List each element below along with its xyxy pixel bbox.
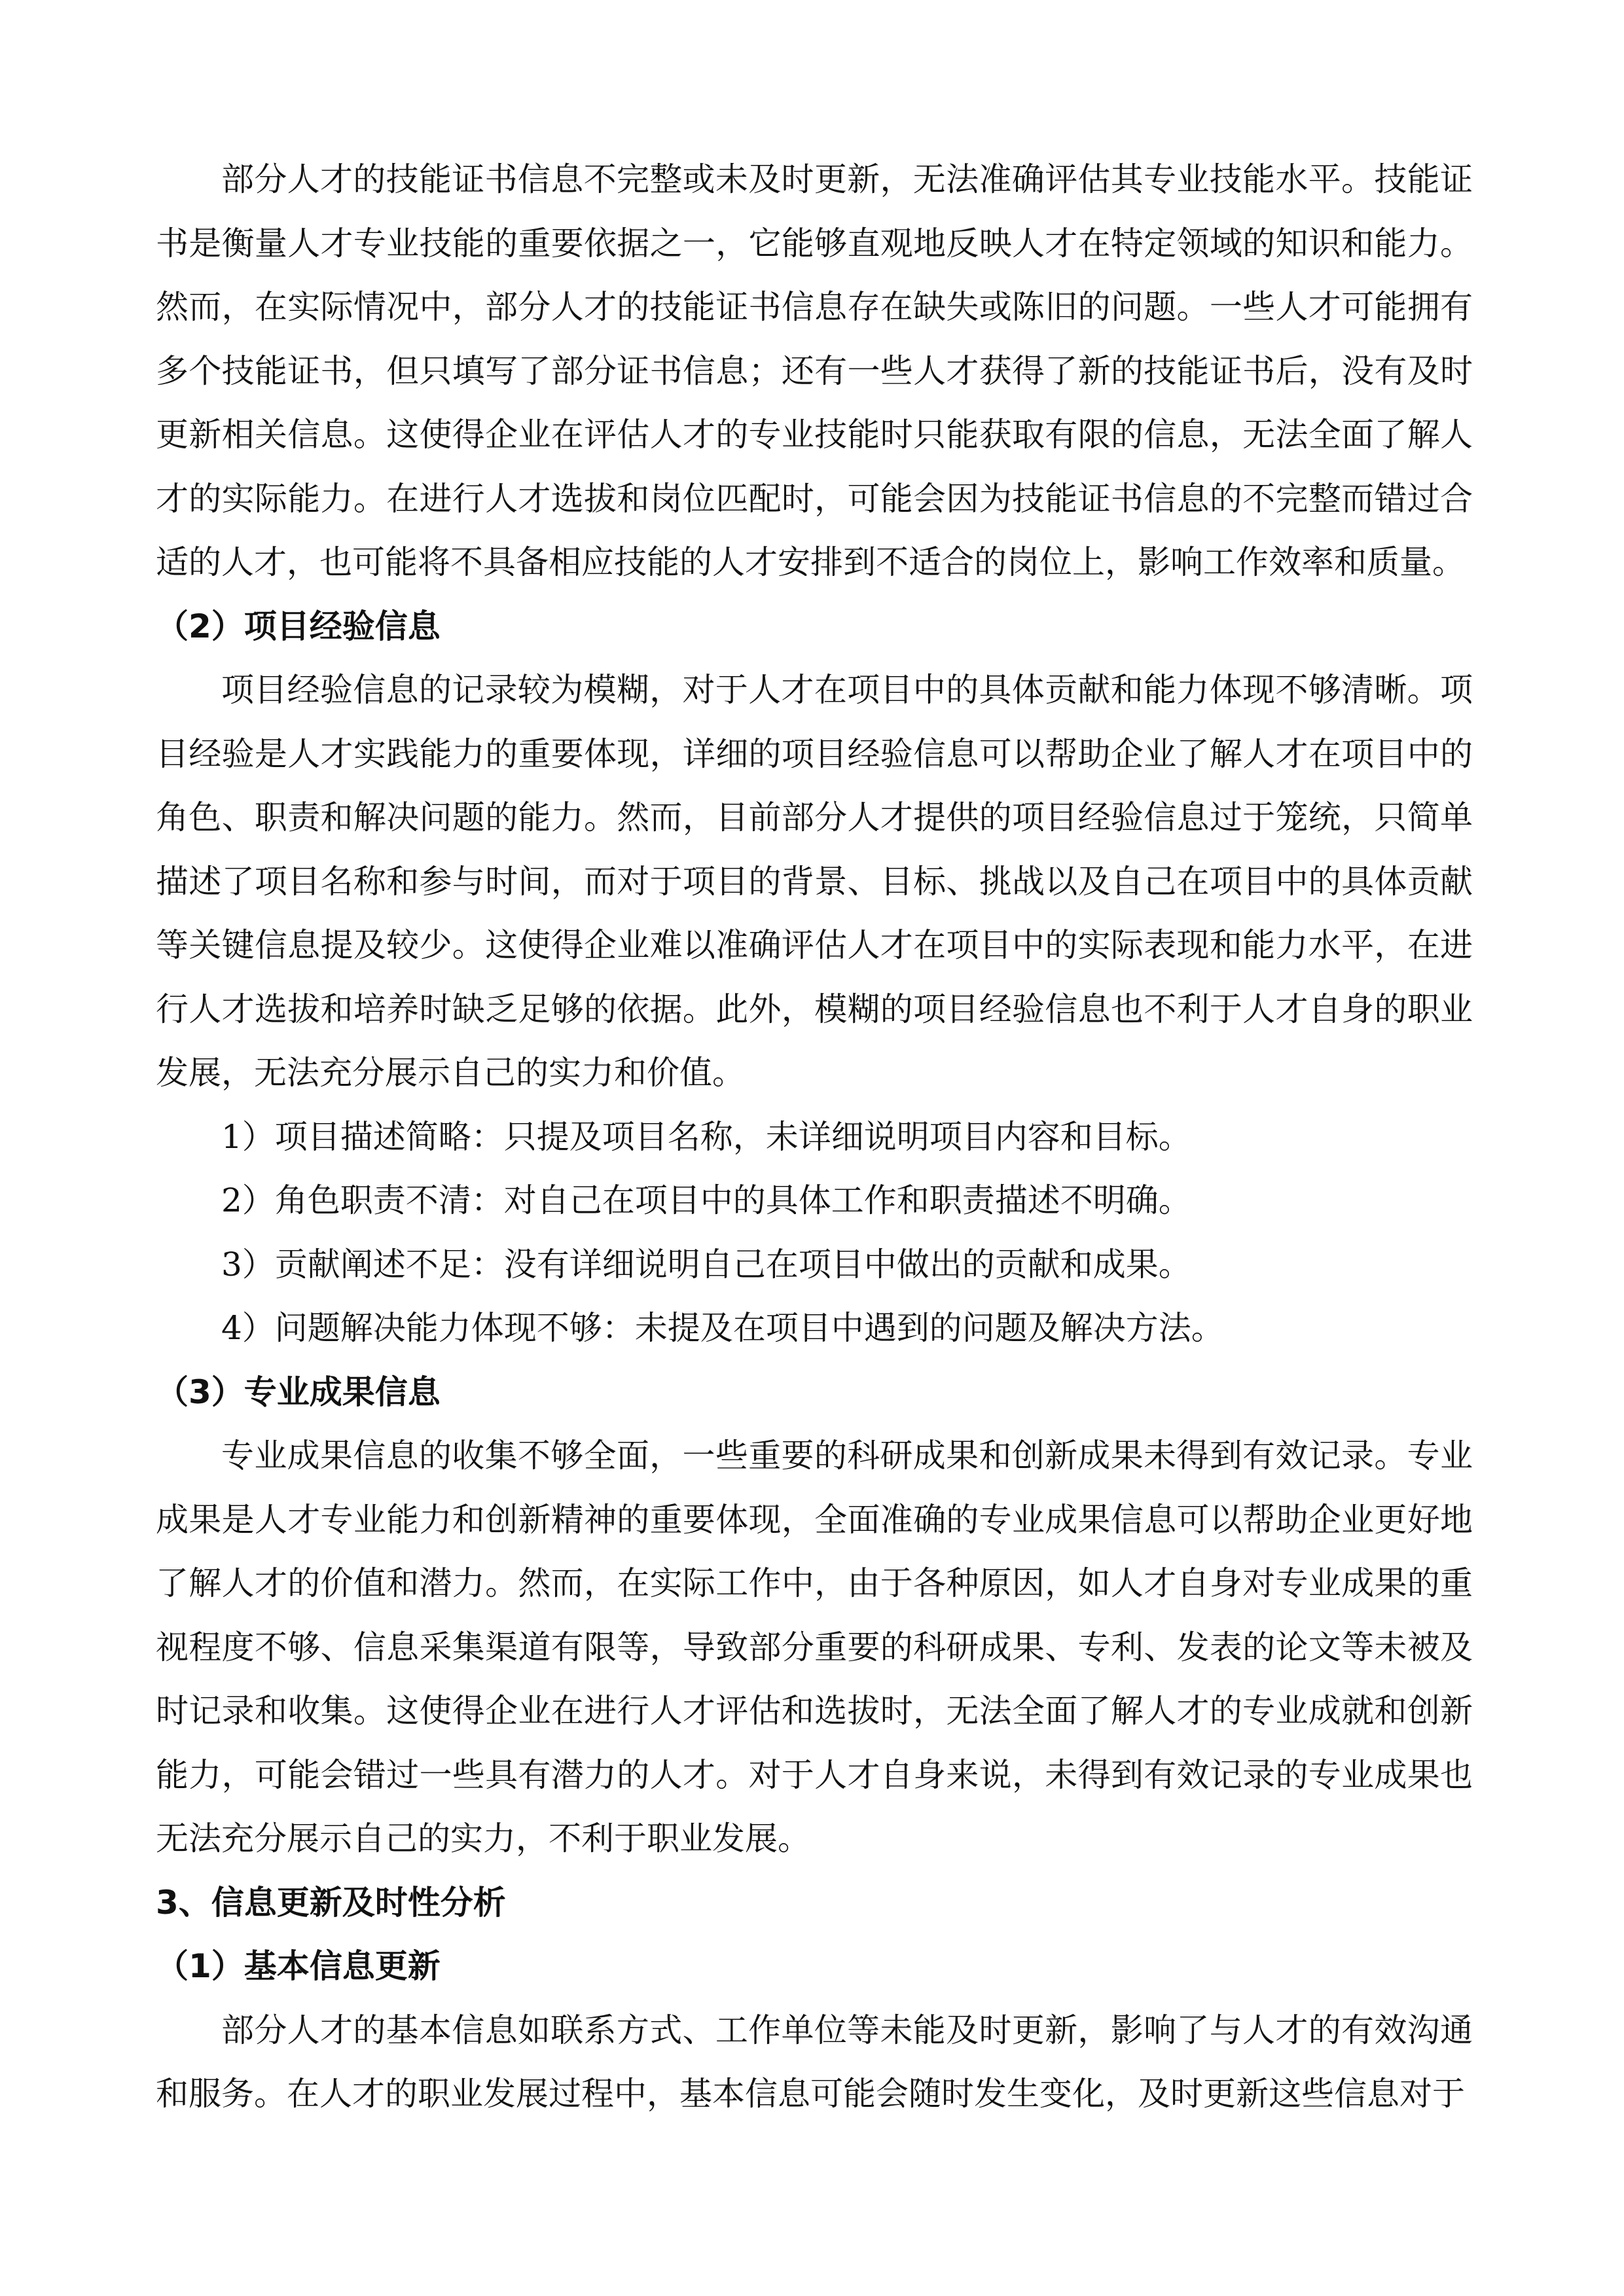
section-heading-update-timeliness: 3、信息更新及时性分析	[156, 1883, 506, 1922]
document-page	[156, 148, 1473, 2126]
list-item: 3）贡献阐述不足：没有详细说明自己在项目中做出的贡献和成果。	[221, 1245, 1191, 1283]
heading-basic-info-update: （1）基本信息更新	[156, 1947, 441, 1985]
paragraph-basic-info-update: 部分人才的基本信息如联系方式、工作单位等未能及时更新，影响了与人才的有效沟通和服务。在人才的职业发展过程中，基本信息可能会随时发生变化，及时更新这些信息对于	[156, 2011, 1473, 2113]
heading-project-experience: （2）项目经验信息	[156, 607, 441, 645]
list-item: 4）问题解决能力体现不够：未提及在项目中遇到的问题及解决方法。	[221, 1309, 1224, 1347]
paragraph-project-experience: 项目经验信息的记录较为模糊，对于人才在项目中的具体贡献和能力体现不够清晰。项目经验是人才实践能力的重要体现，详细的项目经验信息可以帮助企业了解人才在项目中的角色、职责和解决问题的能力。然而，目前部分人才提供的项目经验信息过于笼统，只简单描述了项目名称和参与时间，而对于项目的背景、目标、挑战以及自己在项目中的具体贡献等关键信息提及较少。这使得企业难以准确评估人才在项目中的实际表现和能力水平，在进行人才选拔和培养时缺乏足够的依据。此外，模糊的项目经验信息也不利于人才自身的职业发展，无法充分展示自己的实力和价值。	[156, 671, 1473, 1092]
paragraph-skill-certificates: 部分人才的技能证书信息不完整或未及时更新，无法准确评估其专业技能水平。技能证书是衡量人才专业技能的重要依据之一，它能够直观地反映人才在特定领域的知识和能力。然而，在实际情况中，部分人才的技能证书信息存在缺失或陈旧的问题。一些人才可能拥有多个技能证书，但只填写了部分证书信息；还有一些人才获得了新的技能证书后，没有及时更新相关信息。这使得企业在评估人才的专业技能时只能获取有限的信息，无法全面了解人才的实际能力。在进行人才选拔和岗位匹配时，可能会因为技能证书信息的不完整而错过合适的人才，也可能将不具备相应技能的人才安排到不适合的岗位上，影响工作效率和质量。	[156, 160, 1473, 581]
list-item: 2）角色职责不清：对自己在项目中的具体工作和职责描述不明确。	[221, 1181, 1191, 1219]
heading-professional-achievements: （3）专业成果信息	[156, 1372, 441, 1411]
paragraph-professional-achievements: 专业成果信息的收集不够全面，一些重要的科研成果和创新成果未得到有效记录。专业成果是人才专业能力和创新精神的重要体现，全面准确的专业成果信息可以帮助企业更好地了解人才的价值和潜力。然而，在实际工作中，由于各种原因，如人才自身对专业成果的重视程度不够、信息采集渠道有限等，导致部分重要的科研成果、专利、发表的论文等未被及时记录和收集。这使得企业在进行人才评估和选拔时，无法全面了解人才的专业成就和创新能力，可能会错过一些具有潜力的人才。对于人才自身来说，未得到有效记录的专业成果也无法充分展示自己的实力，不利于职业发展。	[156, 1437, 1473, 1857]
list-item: 1）项目描述简略：只提及项目名称，未详细说明项目内容和目标。	[221, 1117, 1191, 1156]
